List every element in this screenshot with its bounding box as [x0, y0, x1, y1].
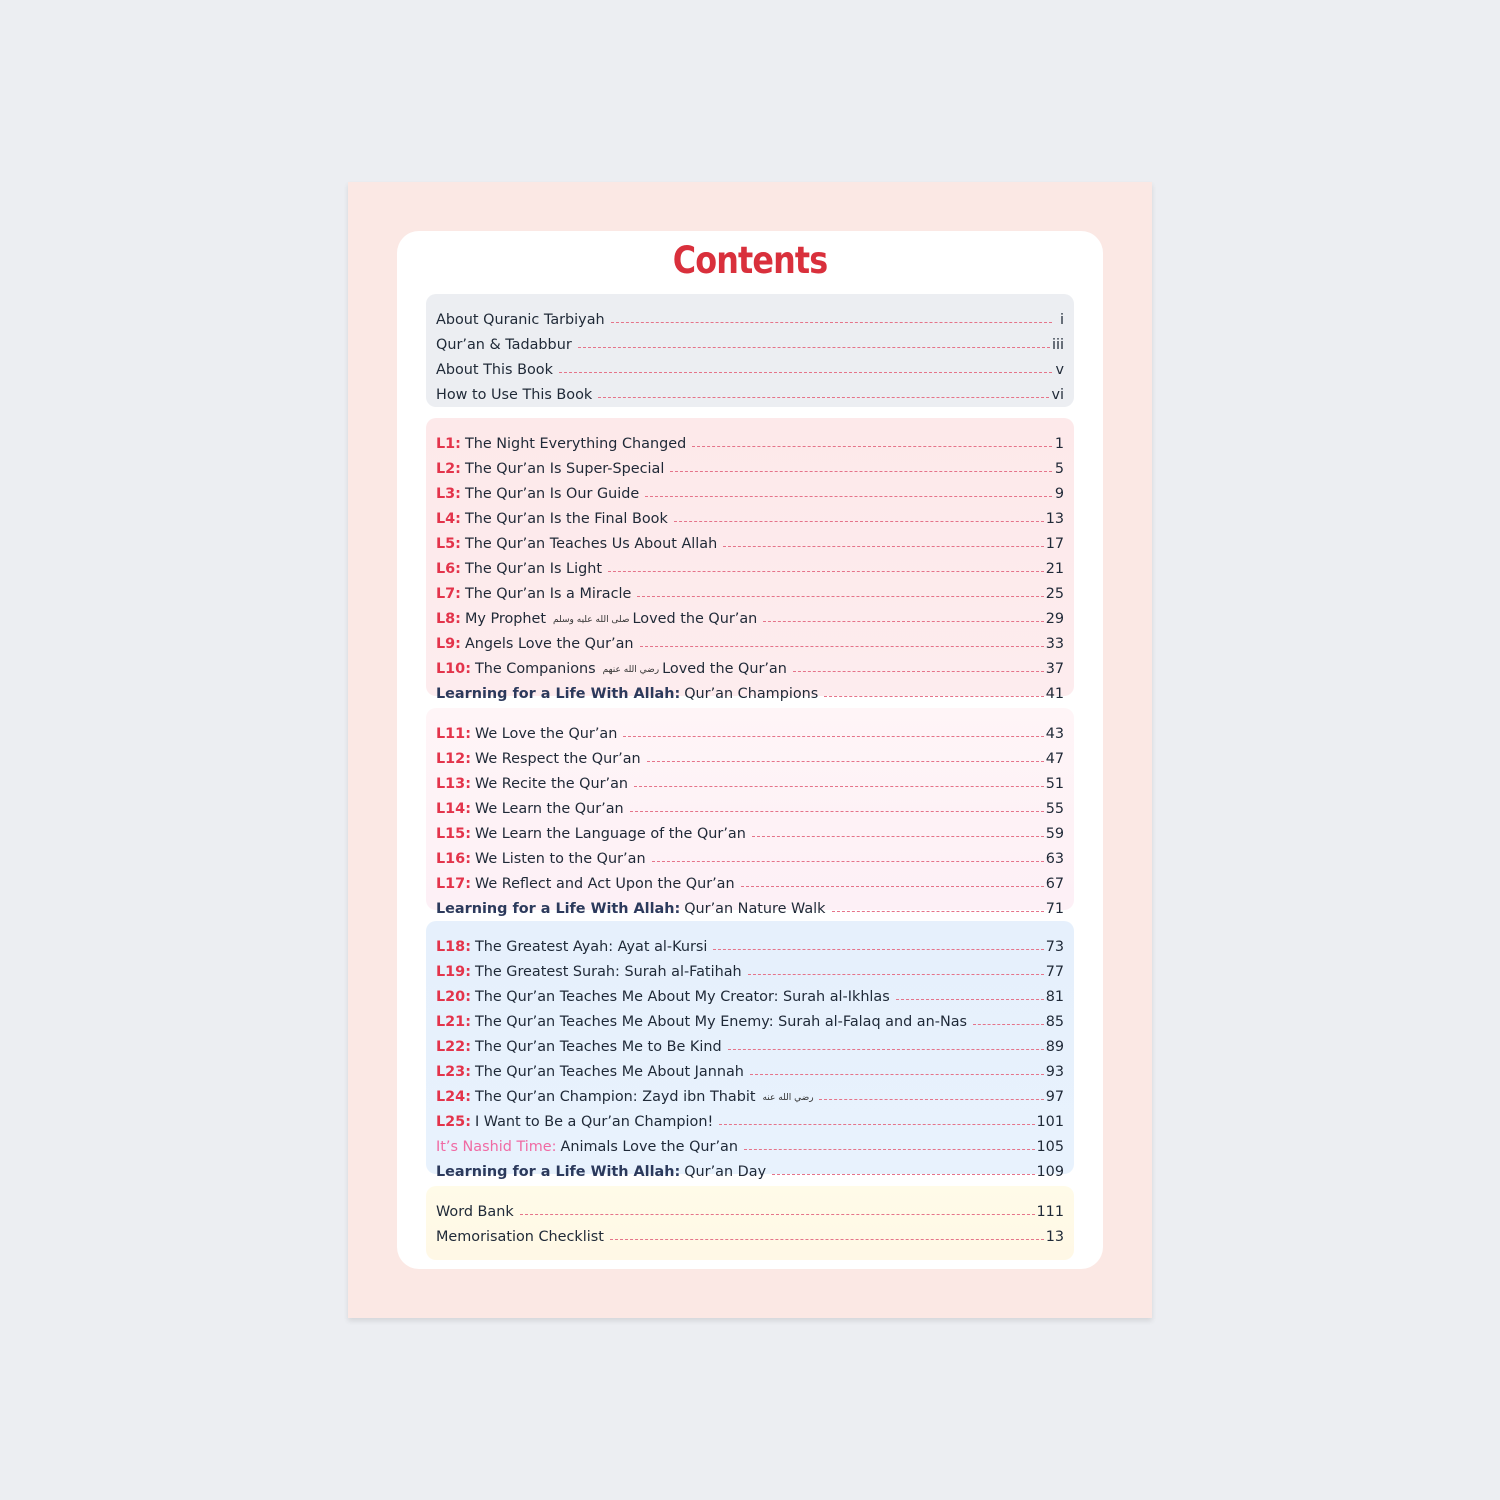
- honorific-text: رضي الله عنهم: [602, 665, 660, 675]
- toc-entry-title: Qur’an Nature Walk: [684, 901, 826, 917]
- toc-entry[interactable]: [426, 328, 1074, 353]
- toc-entry[interactable]: [426, 477, 1074, 502]
- dotted-leader: [713, 949, 1043, 950]
- toc-entry-code: Learning for a Life With Allah:: [436, 901, 681, 917]
- toc-entry-title: The Companions: [474, 661, 596, 677]
- toc-entry[interactable]: [426, 1030, 1074, 1055]
- dotted-leader: [634, 786, 1044, 787]
- toc-entry-title-cont: Loved the Qur’an: [662, 661, 787, 677]
- toc-entry[interactable]: [426, 1055, 1074, 1080]
- dotted-leader: [752, 836, 1044, 837]
- dotted-leader: [832, 911, 1044, 912]
- toc-entry-title: About Quranic Tarbiyah: [436, 312, 605, 328]
- dotted-leader: [647, 761, 1044, 762]
- toc-entry-page: 43: [1045, 726, 1064, 742]
- dotted-leader: [723, 546, 1043, 547]
- toc-entry-page: iii: [1052, 337, 1064, 353]
- toc-entry[interactable]: [426, 1005, 1074, 1030]
- toc-entry-code: L9:: [436, 636, 461, 652]
- toc-entry-code: L14:: [436, 801, 471, 817]
- toc-entry-code: Learning for a Life With Allah:: [436, 686, 681, 702]
- toc-entry-code: L25:: [436, 1114, 471, 1130]
- toc-entry-page: 25: [1045, 586, 1064, 602]
- toc-entry-page: 73: [1045, 939, 1064, 955]
- toc-entry[interactable]: [426, 1080, 1074, 1105]
- toc-entry-page: 47: [1045, 751, 1064, 767]
- toc-entry-page: 1: [1054, 436, 1064, 452]
- toc-entry-title: The Qur’an Champion: Zayd ibn Thabit: [474, 1089, 756, 1105]
- toc-entry-title: We Love the Qur’an: [474, 726, 618, 742]
- toc-entry-title: My Prophet: [464, 611, 547, 627]
- toc-entry-page: 101: [1036, 1114, 1064, 1130]
- toc-entry[interactable]: [426, 378, 1074, 403]
- toc-entry[interactable]: [426, 353, 1074, 378]
- dotted-leader: [824, 696, 1043, 697]
- toc-entry-code: L19:: [436, 964, 471, 980]
- toc-entry-code: L10:: [436, 661, 471, 677]
- toc-entry-title: Qur’an Champions: [684, 686, 819, 702]
- toc-entry[interactable]: [426, 303, 1074, 328]
- toc-entry[interactable]: [426, 955, 1074, 980]
- dotted-leader: [652, 861, 1044, 862]
- dotted-leader: [608, 571, 1044, 572]
- toc-entry-page: 111: [1036, 1204, 1064, 1220]
- toc-entry[interactable]: [426, 792, 1074, 817]
- toc-entry-title: The Greatest Ayah: Ayat al-Kursi: [474, 939, 708, 955]
- toc-entry-title: The Night Everything Changed: [464, 436, 687, 452]
- toc-entry-page: 97: [1045, 1089, 1064, 1105]
- section-lessons-1-10: [426, 418, 1074, 702]
- toc-entry-title: We Learn the Language of the Qur’an: [474, 826, 746, 842]
- toc-entry-page: 55: [1045, 801, 1064, 817]
- toc-entry-title: The Qur’an Teaches Me About Jannah: [474, 1064, 744, 1080]
- toc-entry-page: 41: [1045, 686, 1064, 702]
- dotted-leader: [750, 1074, 1044, 1075]
- toc-entry-title: We Listen to the Qur’an: [474, 851, 646, 867]
- toc-entry-title: The Qur’an Teaches Me About My Enemy: Surah al-Falaq and an-Nas: [474, 1014, 968, 1030]
- dotted-leader: [598, 397, 1049, 398]
- dotted-leader: [692, 446, 1052, 447]
- toc-entry-page: 109: [1036, 1164, 1064, 1180]
- toc-entry-page: vi: [1051, 387, 1064, 403]
- dotted-leader: [623, 736, 1043, 737]
- dotted-leader: [520, 1214, 1035, 1215]
- toc-entry-page: 67: [1045, 876, 1064, 892]
- book-page: [348, 182, 1152, 1318]
- honorific-text: صلى الله عليه وسلم: [553, 615, 630, 625]
- toc-entry-code: L24:: [436, 1089, 471, 1105]
- toc-entry-title: The Greatest Surah: Surah al-Fatihah: [474, 964, 742, 980]
- toc-entry-title: Memorisation Checklist: [436, 1229, 604, 1245]
- toc-entry-title: The Qur’an Teaches Me About My Creator: Surah al-Ikhlas: [474, 989, 890, 1005]
- toc-entry-title: The Qur’an Is Light: [464, 561, 602, 577]
- toc-entry-title: We Reflect and Act Upon the Qur’an: [474, 876, 735, 892]
- page-title: Contents: [672, 239, 828, 282]
- toc-entry[interactable]: [426, 502, 1074, 527]
- toc-entry[interactable]: [426, 980, 1074, 1005]
- honorific-text: رضي الله عنه: [762, 1093, 814, 1103]
- toc-entry-page: 13: [1045, 511, 1064, 527]
- dotted-leader: [630, 811, 1044, 812]
- toc-entry-page: 59: [1045, 826, 1064, 842]
- toc-entry-title: The Qur’an Teaches Me to Be Kind: [474, 1039, 722, 1055]
- toc-entry[interactable]: [426, 842, 1074, 867]
- toc-entry-code: L11:: [436, 726, 471, 742]
- dotted-leader: [793, 671, 1044, 672]
- dotted-leader: [728, 1049, 1044, 1050]
- toc-entry-code: L7:: [436, 586, 461, 602]
- toc-entry[interactable]: [426, 552, 1074, 577]
- toc-entry[interactable]: [426, 892, 1074, 917]
- toc-entry[interactable]: [426, 452, 1074, 477]
- dotted-leader: [578, 347, 1050, 348]
- toc-entry-code: It’s Nashid Time:: [436, 1139, 557, 1155]
- toc-entry-title: Angels Love the Qur’an: [464, 636, 634, 652]
- toc-entry-code: L22:: [436, 1039, 471, 1055]
- dotted-leader: [610, 1239, 1044, 1240]
- toc-entry-title: Qur’an Day: [684, 1164, 767, 1180]
- toc-entry-code: L3:: [436, 486, 461, 502]
- dotted-leader: [611, 322, 1052, 323]
- toc-entry[interactable]: [426, 1105, 1074, 1130]
- toc-entry[interactable]: [426, 717, 1074, 742]
- toc-entry[interactable]: [426, 817, 1074, 842]
- toc-entry-title: I Want to Be a Qur’an Champion!: [474, 1114, 714, 1130]
- toc-entry-page: 37: [1045, 661, 1064, 677]
- toc-entry[interactable]: [426, 1155, 1074, 1180]
- toc-entry-page: 93: [1045, 1064, 1064, 1080]
- toc-entry-code: L6:: [436, 561, 461, 577]
- toc-entry-code: L13:: [436, 776, 471, 792]
- toc-entry-page: 51: [1045, 776, 1064, 792]
- toc-entry-page: 89: [1045, 1039, 1064, 1055]
- dotted-leader: [674, 521, 1044, 522]
- dotted-leader: [559, 372, 1052, 373]
- section-front-matter: [426, 294, 1074, 407]
- toc-entry[interactable]: [426, 677, 1074, 702]
- toc-entry-code: L17:: [436, 876, 471, 892]
- toc-entry-code: L23:: [436, 1064, 471, 1080]
- dotted-leader: [744, 1149, 1035, 1150]
- contents-card: [397, 231, 1103, 1269]
- toc-entry-title: Word Bank: [436, 1204, 514, 1220]
- toc-entry-title: The Qur’an Is the Final Book: [464, 511, 668, 527]
- toc-entry-page: 33: [1045, 636, 1064, 652]
- dotted-leader: [748, 974, 1044, 975]
- dotted-leader: [645, 496, 1052, 497]
- dotted-leader: [719, 1124, 1034, 1125]
- toc-entry-code: Learning for a Life With Allah:: [436, 1164, 681, 1180]
- toc-entry-title-cont: Loved the Qur’an: [632, 611, 758, 627]
- dotted-leader: [819, 1099, 1044, 1100]
- dotted-leader: [896, 999, 1044, 1000]
- toc-entry-title: Animals Love the Qur’an: [560, 1139, 738, 1155]
- toc-entry-code: L4:: [436, 511, 461, 527]
- toc-entry-title: About This Book: [436, 362, 553, 378]
- toc-entry[interactable]: [426, 867, 1074, 892]
- toc-entry-page: 105: [1036, 1139, 1064, 1155]
- toc-entry-title: The Qur’an Is Our Guide: [464, 486, 640, 502]
- toc-entry-page: 29: [1045, 611, 1064, 627]
- toc-entry-page: v: [1055, 362, 1064, 378]
- toc-entry-title: We Recite the Qur’an: [474, 776, 629, 792]
- toc-entry[interactable]: [426, 767, 1074, 792]
- toc-entry-page: 21: [1045, 561, 1064, 577]
- toc-entry[interactable]: [426, 627, 1074, 652]
- toc-entry[interactable]: [426, 930, 1074, 955]
- toc-entry[interactable]: [426, 742, 1074, 767]
- toc-entry[interactable]: [426, 427, 1074, 452]
- toc-entry-page: 63: [1045, 851, 1064, 867]
- toc-entry-code: L8:: [436, 611, 461, 627]
- toc-entry-title: The Qur’an Is a Miracle: [464, 586, 632, 602]
- dotted-leader: [763, 621, 1043, 622]
- toc-entry-page: 81: [1045, 989, 1064, 1005]
- toc-entry-page: 85: [1045, 1014, 1064, 1030]
- toc-entry-code: L21:: [436, 1014, 471, 1030]
- section-lessons-18-25: [426, 921, 1074, 1180]
- toc-entry-code: L12:: [436, 751, 471, 767]
- toc-entry-title: We Learn the Qur’an: [474, 801, 624, 817]
- toc-entry-title: Qur’an & Tadabbur: [436, 337, 572, 353]
- toc-entry-page: 13: [1045, 1229, 1064, 1245]
- toc-entry[interactable]: [426, 602, 1074, 627]
- toc-entry-code: L18:: [436, 939, 471, 955]
- toc-entry-code: L20:: [436, 989, 471, 1005]
- toc-entry-code: L5:: [436, 536, 461, 552]
- dotted-leader: [973, 1024, 1044, 1025]
- dotted-leader: [670, 471, 1052, 472]
- toc-entry-page: 17: [1045, 536, 1064, 552]
- toc-entry[interactable]: [426, 1195, 1074, 1220]
- toc-entry-title: The Qur’an Is Super-Special: [464, 461, 665, 477]
- toc-entry-title: The Qur’an Teaches Us About Allah: [464, 536, 718, 552]
- toc-entry-page: 5: [1054, 461, 1064, 477]
- toc-entry-code: L16:: [436, 851, 471, 867]
- toc-entry[interactable]: [426, 1220, 1074, 1245]
- toc-entry-title: How to Use This Book: [436, 387, 593, 403]
- dotted-leader: [772, 1174, 1034, 1175]
- toc-entry-page: i: [1060, 312, 1064, 328]
- toc-entry-page: 77: [1045, 964, 1064, 980]
- toc-entry-title: We Respect the Qur’an: [474, 751, 641, 767]
- toc-entry-code: L1:: [436, 436, 461, 452]
- toc-entry[interactable]: [426, 527, 1074, 552]
- section-lessons-11-17: [426, 708, 1074, 917]
- toc-entry[interactable]: [426, 577, 1074, 602]
- toc-entry-page: 9: [1054, 486, 1064, 502]
- dotted-leader: [741, 886, 1044, 887]
- toc-entry[interactable]: [426, 1130, 1074, 1155]
- section-back-matter: [426, 1186, 1074, 1260]
- toc-entry-page: 71: [1045, 901, 1064, 917]
- toc-entry-code: L15:: [436, 826, 471, 842]
- toc-entry[interactable]: [426, 652, 1074, 677]
- dotted-leader: [637, 596, 1043, 597]
- dotted-leader: [640, 646, 1044, 647]
- toc-entry-code: L2:: [436, 461, 461, 477]
